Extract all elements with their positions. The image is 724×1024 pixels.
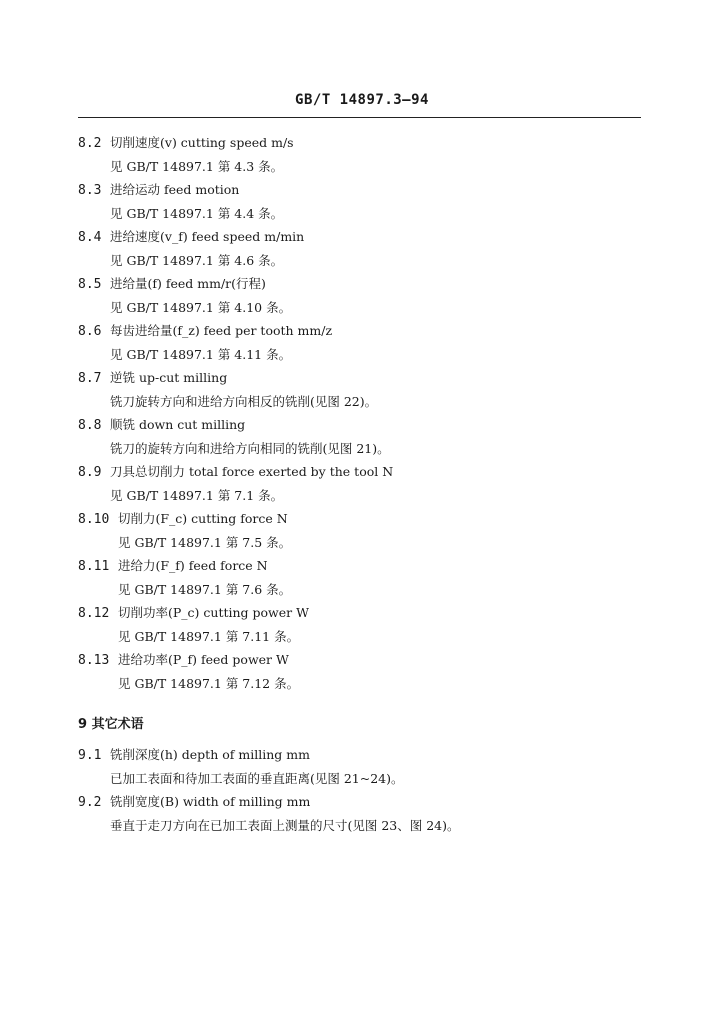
entry-body: 见 GB/T 14897.1 第 7.1 条。: [110, 488, 284, 503]
entry-number: 8.2: [78, 136, 102, 151]
entry-body: 见 GB/T 14897.1 第 7.12 条。: [118, 676, 300, 691]
entry-number: 8.10: [78, 512, 110, 527]
entry-body: 见 GB/T 14897.1 第 7.6 条。: [118, 582, 292, 597]
entry-number: 9.1: [78, 748, 102, 763]
entry-number: 8.11: [78, 559, 110, 574]
entry-term: 切削速度(v) cutting speed m/s: [110, 135, 294, 150]
entry-number: 8.6: [78, 324, 102, 339]
entry-term: 逆铣 up-cut milling: [110, 370, 228, 385]
entry-term: 进给力(F_f) feed force N: [118, 558, 268, 573]
entry-number: 8.5: [78, 277, 102, 292]
entry-body: 见 GB/T 14897.1 第 4.6 条。: [110, 253, 284, 268]
section-heading: 9 其它术语: [78, 717, 144, 732]
header-rule: [78, 117, 641, 118]
entry-number: 8.12: [78, 606, 110, 621]
entry-number: 8.8: [78, 418, 102, 433]
entry-body: 见 GB/T 14897.1 第 4.4 条。: [110, 206, 284, 221]
entry-term: 刀具总切削力 total force exerted by the tool N: [110, 464, 394, 479]
entry-number: 8.4: [78, 230, 102, 245]
entry-number: 8.9: [78, 465, 102, 480]
entry-body: 见 GB/T 14897.1 第 4.11 条。: [110, 347, 292, 362]
entry-term: 铣削宽度(B) width of milling mm: [110, 794, 311, 809]
entry-term: 切削力(F_c) cutting force N: [118, 511, 288, 526]
entry-term: 进给量(f) feed mm/r(行程): [110, 276, 266, 291]
entry-number: 8.3: [78, 183, 102, 198]
entry-body: 见 GB/T 14897.1 第 4.10 条。: [110, 300, 292, 315]
entry-term: 进给速度(v_f) feed speed m/min: [110, 229, 305, 244]
entry-body: 已加工表面和待加工表面的垂直距离(见图 21~24)。: [110, 771, 404, 786]
entry-body: 见 GB/T 14897.1 第 7.11 条。: [118, 629, 300, 644]
entry-term: 每齿进给量(f_z) feed per tooth mm/z: [110, 323, 333, 338]
entry-number: 8.13: [78, 653, 110, 668]
entry-term: 顺铣 down cut milling: [110, 417, 246, 432]
entry-term: 进给运动 feed motion: [110, 182, 240, 197]
entry-body: 见 GB/T 14897.1 第 7.5 条。: [118, 535, 292, 550]
entry-number: 8.7: [78, 371, 102, 386]
page-header: GB/T 14897.3—94: [295, 92, 429, 108]
entry-term: 进给功率(P_f) feed power W: [118, 652, 289, 667]
entry-body: 垂直于走刀方向在已加工表面上测量的尺寸(见图 23、图 24)。: [110, 818, 460, 833]
entry-body: 见 GB/T 14897.1 第 4.3 条。: [110, 159, 284, 174]
entry-body: 铣刀的旋转方向和进给方向相同的铣削(见图 21)。: [110, 441, 390, 456]
entry-term: 铣削深度(h) depth of milling mm: [110, 747, 310, 762]
entry-body: 铣刀旋转方向和进给方向相反的铣削(见图 22)。: [110, 394, 378, 409]
entry-term: 切削功率(P_c) cutting power W: [118, 605, 309, 620]
entry-number: 9.2: [78, 795, 102, 810]
